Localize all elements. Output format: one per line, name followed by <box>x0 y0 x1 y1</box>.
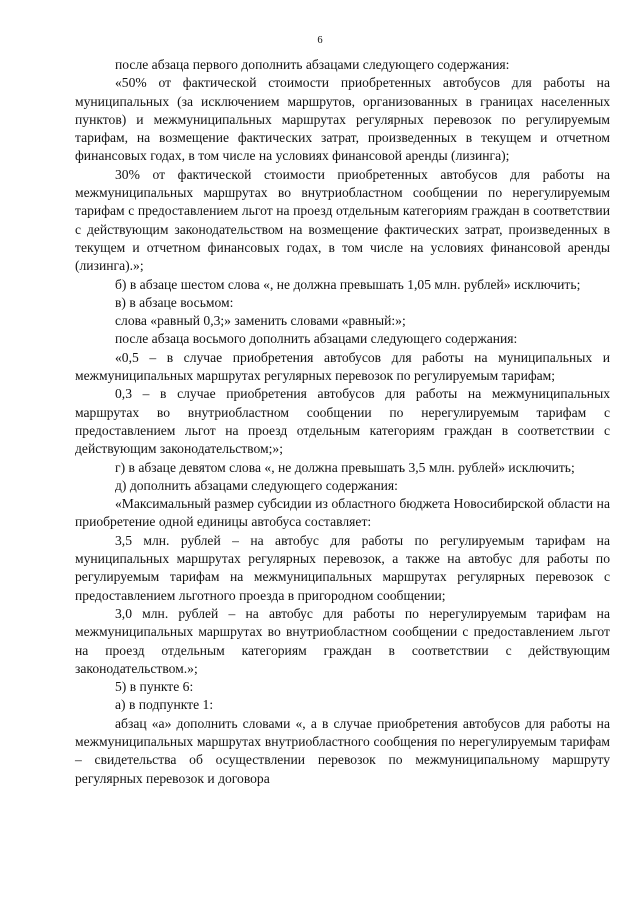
page-number: 6 <box>317 35 323 46</box>
paragraph-8: «0,5 – в случае приобретения автобусов для работы на муниципальных и межмуниципальных маршрутах регулярных перевозок по регулируемым тарифам; <box>75 349 610 384</box>
paragraph-11: д) дополнить абзацами следующего содержания: <box>115 477 398 493</box>
paragraph-17: абзац «а» дополнить словами «, а в случае приобретения автобусов для работы на межмуниципальных маршрутах внутриобластного сообщения по нерегулируемым тарифам – свидетельства об осуществлении перевозок по межмуниципальному маршруту регулярных перевозок и договора <box>75 715 610 786</box>
paragraph-10: г) в абзаце девятом слова «, не должна превышать 3,5 млн. рублей» исключить; <box>115 459 575 475</box>
paragraph-15: 5) в пункте 6: <box>115 679 194 695</box>
paragraph-7: после абзаца восьмого дополнить абзацами следующего содержания: <box>115 331 518 347</box>
paragraph-9: 0,3 – в случае приобретения автобусов для работы на межмуниципальных маршрутах во внутриобластном сообщении по нерегулируемым тарифам с предоставлением льгот на проезд отдельным категориям граждан в соответствии с действующим законодательством;»; <box>75 386 610 457</box>
document-body <box>75 56 610 788</box>
paragraph-4: б) в абзаце шестом слова «, не должна превышать 1,05 млн. рублей» исключить; <box>115 276 581 292</box>
paragraph-3: 30% от фактической стоимости приобретенных автобусов для работы на межмуниципальных маршрутах во внутриобластном сообщении по нерегулируемым тарифам с предоставлением льгот на проезд отдельным категориям граждан в соответствии с действующим законодательством на возмещение фактических затрат, произведенных в текущем и отчетном финансовых годах, в том числе на условиях финансовой аренды (лизинга).»; <box>75 166 610 274</box>
paragraph-6: слова «равный 0,3;» заменить словами «равный:»; <box>115 313 406 329</box>
paragraph-12: «Максимальный размер субсидии из областного бюджета Новосибирской области на приобретение одной единицы автобуса составляет: <box>75 496 610 530</box>
paragraph-16: а) в подпункте 1: <box>115 697 214 713</box>
paragraph-14: 3,0 млн. рублей – на автобус для работы по нерегулируемым тарифам на межмуниципальных маршрутах во внутриобластном сообщении с предоставлением льгот на проезд отдельным категориям граждан в соответствии с действующим законодательством.»; <box>75 605 610 676</box>
paragraph-13: 3,5 млн. рублей – на автобус для работы по регулируемым тарифам на муниципальных маршрутах регулярных перевозок, а также на автобус для работы по регулируемым тарифам на межмуниципальных маршрутах регулярных перевозок с предоставлением льготного проезда в пригородном сообщении; <box>75 532 610 603</box>
paragraph-5: в) в абзаце восьмом: <box>115 294 234 310</box>
paragraph-1: после абзаца первого дополнить абзацами следующего содержания: <box>115 57 510 72</box>
paragraph-2: «50% от фактической стоимости приобретенных автобусов для работы на муниципальных (за исключением маршрутов, организованных в границах населенных пунктов) и межмуниципальных маршрутах регулярных перевозок по регулируемым тарифам, на возмещение фактических затрат, произведенных в текущем и отчетном финансовых годах, в том числе на условиях финансовой аренды (лизинга); <box>75 75 610 164</box>
